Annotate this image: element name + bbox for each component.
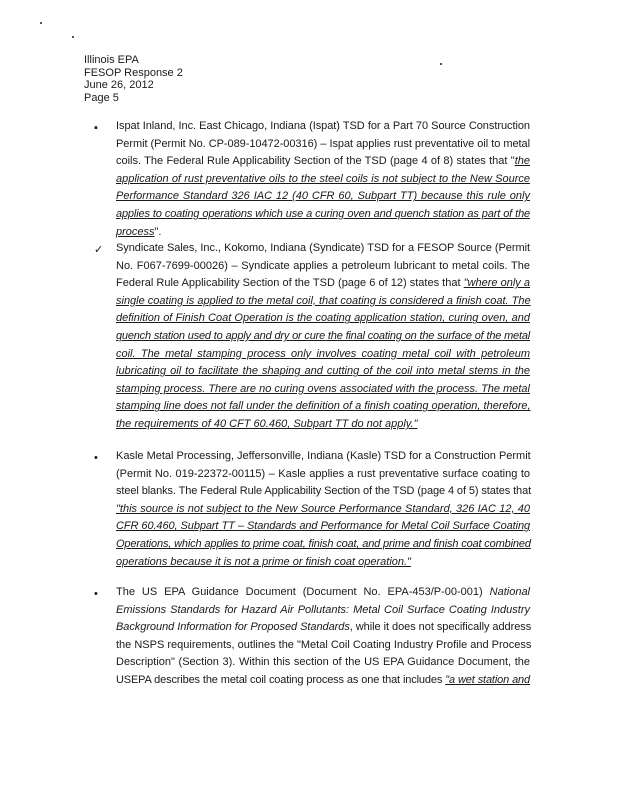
bullet-marker-icon: ▪ [94, 122, 98, 134]
quoted-text: coil. The metal stamping process only involves coating metal coil with petroleum [116, 347, 530, 360]
header-recipient: Illinois EPA [84, 54, 139, 66]
text-segment: coils. The Federal Rule Applicability Section of the TSD (page 4 of 8) states that " [116, 155, 515, 168]
quoted-text: single coating is applied to the metal coil, that coating is considered a finish coat. The [116, 294, 531, 307]
quoted-text: definition of Finish Coat Operation is the coating application station, curing oven, and [116, 312, 530, 325]
bullet-paragraph [116, 118, 530, 241]
italic-title: Emissions Standards for Hazard Air Pollutants: Metal Coil Surface Coating Industry [116, 603, 530, 616]
quoted-text: the requirements of 40 CFT 60.460, Subpart TT do not apply." [116, 417, 418, 430]
text-line [116, 275, 530, 293]
text-line [116, 554, 530, 572]
text-line [116, 448, 530, 466]
quoted-text: Operations, which applies to prime coat, finish coat, and prime and finish coat combined [116, 537, 531, 550]
quoted-text: operations because it is not a prime or finish coat operation." [116, 555, 411, 568]
bullet-paragraph [116, 584, 530, 690]
bullet-paragraph [116, 240, 530, 434]
quoted-text: Performance Standard 326 IAC 12 (40 CFR 60, Subpart TT) because this rule only [116, 190, 530, 203]
text-segment: Description" (Section 3). Within this section of the US EPA Guidance Document, the [116, 656, 530, 669]
quoted-text: stamping process. There are no curing ovens associated with the process. The metal [116, 382, 530, 395]
text-line [116, 224, 530, 242]
quoted-text: stamping line does not fall under the definition of a finish coating operation, therefore, [116, 400, 531, 413]
text-line [116, 206, 530, 224]
text-line [116, 637, 530, 655]
quoted-text: application of rust preventative oils to the steel coils is not subject to the New Source [116, 172, 530, 185]
quoted-text: "this source is not subject to the New Source Performance Standard, 326 IAC 12, 40 [116, 502, 530, 515]
text-line [116, 483, 530, 501]
header-date: June 26, 2012 [84, 79, 154, 91]
quoted-text: "where only a [463, 277, 530, 290]
text-line [116, 310, 530, 328]
italic-title: Background Information for Proposed Standards [116, 621, 350, 634]
text-line [116, 136, 530, 154]
text-segment: the NSPS requirements, outlines the "Metal Coil Coating Industry Profile and Process [116, 638, 532, 651]
text-line [116, 188, 530, 206]
text-line [116, 654, 530, 672]
quoted-text: CFR 60.460, Subpart TT – Standards and Performance for Metal Coil Surface Coating [116, 520, 530, 533]
text-segment: Ispat Inland, Inc. East Chicago, Indiana (Ispat) TSD for a Part 70 Source Construction [116, 120, 530, 132]
text-line [116, 602, 530, 620]
quoted-text: quench station used to apply and dry or cure the final coating on the surface of the metal [116, 329, 530, 342]
bullet-paragraph [116, 448, 530, 571]
text-line [116, 171, 530, 189]
text-line [116, 398, 530, 416]
text-line [116, 416, 530, 434]
header-page-number: Page 5 [84, 91, 119, 104]
header-subject: FESOP Response 2 [84, 66, 183, 79]
scan-speck [440, 63, 442, 65]
text-line [116, 328, 530, 346]
text-segment: Permit (Permit No. CP-089-10472-00316) – Ispat applies rust preventative oil to metal [116, 137, 530, 150]
text-segment: ". [154, 225, 162, 238]
text-line [116, 293, 530, 311]
text-segment: No. F067-7699-00026) – Syndicate applies a petroleum lubricant to metal coils. The [116, 259, 530, 272]
text-line [116, 153, 530, 171]
text-line [116, 118, 530, 136]
quoted-text: the [514, 155, 530, 168]
text-line [116, 672, 530, 690]
text-segment: Syndicate Sales, Inc., Kokomo, Indiana (Syndicate) TSD for a FESOP Source (Permit [116, 242, 530, 254]
text-line [116, 466, 530, 484]
text-segment: Kasle Metal Processing, Jeffersonville, Indiana (Kasle) TSD for a Construction Permit [116, 450, 531, 462]
text-line [116, 619, 530, 637]
text-segment: steel blanks. The Federal Rule Applicability Section of the TSD (page 4 of 5) states that [116, 485, 532, 498]
bullet-marker-icon: • [94, 452, 98, 464]
scan-speck [72, 36, 74, 38]
text-line [116, 584, 530, 602]
text-segment: (Permit No. 019-22372-00115) – Kasle applies a rust preventative surface coating to [116, 467, 530, 480]
quoted-text: "a wet station and [445, 673, 530, 686]
text-segment: The US EPA Guidance Document (Document No. EPA-453/P-00-001) [116, 586, 490, 598]
quoted-text: lubricating oil to facilitate the shaping and cutting of the coil into metal stems in the [116, 365, 530, 378]
quoted-text: applies to coating operations which use a curing oven and quench station as part of the [116, 207, 530, 220]
text-segment: , while it does not specifically address [349, 621, 532, 634]
text-line [116, 381, 530, 399]
text-line [116, 536, 530, 554]
text-segment: USEPA describes the metal coil coating process as one that includes [116, 673, 446, 686]
bullet-marker-icon: • [94, 588, 98, 600]
scan-speck [40, 22, 42, 24]
bullet-marker-icon: ✓ [94, 244, 104, 256]
text-line [116, 240, 530, 258]
italic-title: National [489, 586, 530, 598]
text-line [116, 501, 530, 519]
text-line [116, 518, 530, 536]
text-segment: Federal Rule Applicability Section of the TSD (page 6 of 12) states that [116, 277, 464, 290]
text-line [116, 363, 530, 381]
text-line [116, 258, 530, 276]
letter-header [84, 54, 183, 104]
quoted-text: process [116, 225, 155, 238]
text-line [116, 346, 530, 364]
